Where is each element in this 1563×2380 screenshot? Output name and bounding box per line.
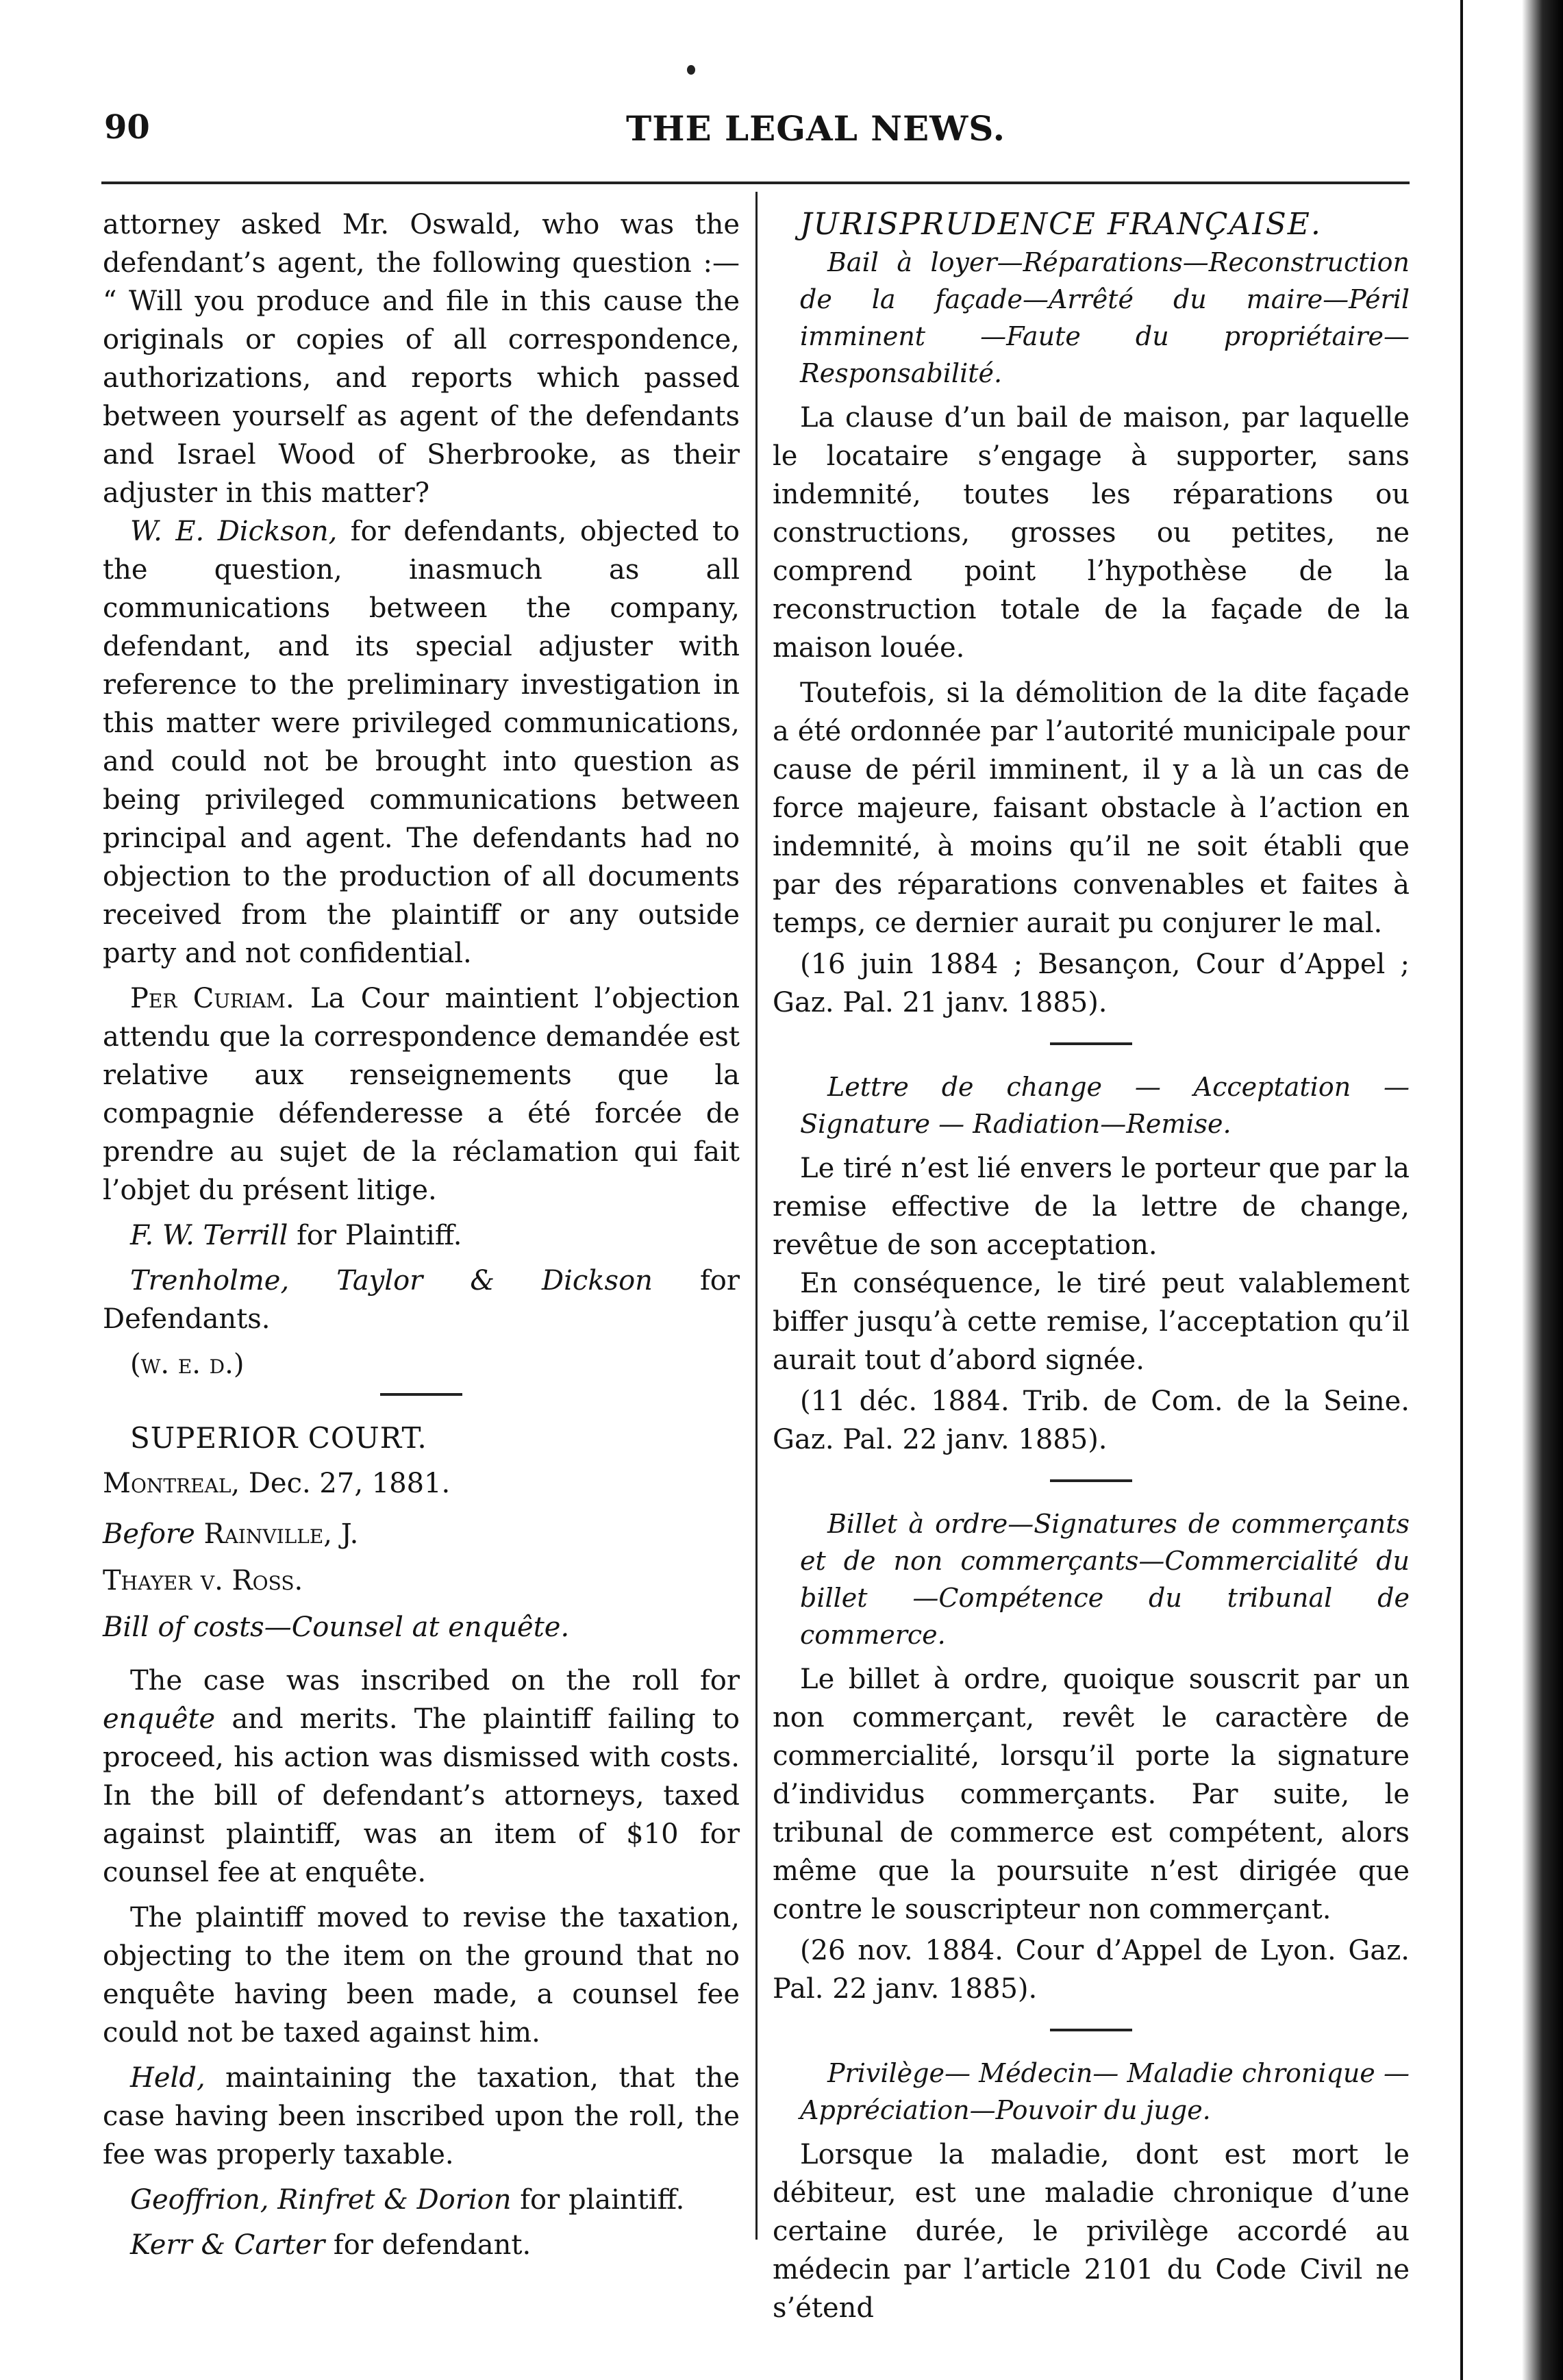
case-name: Thayer v. Ross. (103, 1565, 303, 1596)
before-label: Before (103, 1518, 195, 1550)
paragraph (103, 979, 740, 1210)
separator-rule (1050, 2029, 1132, 2031)
ink-speck (687, 65, 695, 75)
reporter-initials: (w. e. d.) (130, 1349, 245, 1380)
attorney-name: F. W. Terrill (130, 1220, 288, 1251)
paragraph: attorney asked Mr. Oswald, who was the defendant’s agent, the following question :— “ Will you produce and file in this cause the originals or copies of all correspondence, authorizations, and reports which passed between yourself as agent of the defendants and Israel Wood of Sherbrooke, as their adjuster in this matter? (103, 209, 740, 509)
judge-name: Rainville, J. (195, 1518, 359, 1550)
attorney-line (103, 2226, 740, 2264)
paragraph: Le billet à ordre, quoique souscrit par un non commerçant, revêt le caractère de commercialité, lorsqu’il porte la signature d’individus commerçants. Par suite, le tribunal de commerce est compétent, alors même que la poursuite n’est dirigée que contre le souscripteur non commerçant. (773, 1664, 1410, 1925)
section-title: JURISPRUDENCE FRANÇAISE. (800, 207, 1322, 242)
paragraph-text: maintaining the taxation, that the case having been inscribed upon the roll, the fee was properly taxable. (103, 2062, 740, 2170)
date: Dec. 27, 1881. (240, 1468, 451, 1499)
court-heading: SUPERIOR COURT. (130, 1421, 427, 1455)
paragraph: En conséquence, le tiré peut valablement biffer jusqu’à cette remise, l’acceptation qu’il aurait tout d’abord signée. (773, 1268, 1410, 1376)
paragraph-text: for defendants, objected to the question, inasmuch as all communications between the company, defendant, and its special adjuster with reference to the preliminary investigation in this matter were privileged communications, and could not be brought into question as being privileged communications between principal and agent. The defendants had no objection to the production of all documents received from the plaintiff or any outside party and not confidential. (103, 516, 740, 969)
counsel-name: W. E. Dickson, (130, 516, 338, 547)
page-number: 90 (104, 108, 150, 147)
attorney-role: for Defendants. (103, 1265, 740, 1335)
attorney-line (103, 2181, 740, 2219)
attorney-name: Geoffrion, Rinfret & Dorion (130, 2184, 512, 2216)
separator-rule (1050, 1479, 1132, 1482)
citation: (16 juin 1884 ; Besançon, Cour d’Appel ; Gaz. Pal. 21 janv. 1885). (773, 949, 1410, 1018)
separator-rule (380, 1393, 462, 1396)
citation: (26 nov. 1884. Cour d’Appel de Lyon. Gaz. Pal. 22 janv. 1885). (773, 1935, 1410, 2005)
attorney-line (103, 1216, 740, 1255)
case-headnote: Privilège— Médecin— Maladie chronique —Appréciation—Pouvoir du juge. (800, 2058, 1410, 2125)
before-judge (103, 1515, 740, 1553)
italic-term: enquête (103, 1703, 216, 1735)
per-curiam: Per Curiam. (130, 983, 295, 1014)
right-column (773, 205, 1410, 2327)
paragraph (103, 1662, 740, 1892)
attorney-role: for Plaintiff. (288, 1220, 462, 1251)
column-divider (755, 192, 758, 2240)
paragraph: Lorsque la maladie, dont est mort le débiteur, est une maladie chronique d’une certaine durée, le privilège accordé au médecin par l’article 2101 du Code Civil ne s’étend (773, 2139, 1410, 2324)
paragraph-text: La Cour maintient l’objection attendu que la correspondence demandée est relative aux renseignements que la compagnie défenderesse a été forcée de prendre au sujet de la réclamation qui fait l’objet du présent litige. (103, 983, 740, 1206)
attorney-role: for defendant. (325, 2229, 532, 2261)
case-headnote: Billet à ordre—Signatures de commerçants et de non commerçants—Commercialité du billet —Compétence du tribunal de commerce. (800, 1509, 1410, 1650)
case-headnote: Lettre de change — Acceptation — Signature — Radiation—Remise. (800, 1072, 1410, 1139)
paragraph: Toutefois, si la démolition de la dite façade a été ordonnée par l’autorité municipale pour cause de péril imminent, il y a là un cas de force majeure, faisant obstacle à l’action en indemnité, à moins qu’il ne soit établi que par des réparations convenables et faites à temps, ce dernier aurait pu conjurer le mal. (773, 677, 1410, 939)
paragraph: La clause d’un bail de maison, par laquelle le locataire s’engage à supporter, sans indemnité, toutes les réparations ou constructions, grosses ou petites, ne comprend point l’hypothèse de la reconstruction totale de la façade de la maison louée. (773, 402, 1410, 664)
paragraph (103, 512, 740, 973)
held-label: Held, (130, 2062, 205, 2094)
attorney-name: Kerr & Carter (130, 2229, 325, 2261)
running-title: THE LEGAL NEWS. (626, 108, 1005, 149)
paragraph-text: and merits. The plaintiff failing to proceed, his action was dismissed with costs. In the bill of defendant’s attorneys, taxed against plaintiff, was an item of $10 for counsel fee at enquête. (103, 1703, 740, 1888)
place: Montreal, (103, 1468, 240, 1499)
page-edge-line (1460, 0, 1463, 2380)
paragraph-text: The case was inscribed on the roll for (130, 1665, 740, 1696)
left-column (103, 205, 740, 2264)
paragraph: The plaintiff moved to revise the taxation, objecting to the item on the ground that no enquête having been made, a counsel fee could not be taxed against him. (103, 1902, 740, 2049)
attorney-line (103, 1262, 740, 1338)
citation: (11 déc. 1884. Trib. de Com. de la Seine. Gaz. Pal. 22 janv. 1885). (773, 1386, 1410, 1455)
paragraph: Le tiré n’est lié envers le porteur que par la remise effective de la lettre de change, revêtue de son acceptation. (773, 1153, 1410, 1261)
case-headnote: Bail à loyer—Réparations—Reconstruction de la façade—Arrêté du maire—Péril imminent —Faute du propriétaire—Responsabilité. (800, 247, 1410, 388)
attorney-name: Trenholme, Taylor & Dickson (130, 1265, 653, 1297)
paragraph (103, 2059, 740, 2174)
header-rule (101, 181, 1410, 184)
dateline (103, 1464, 740, 1503)
scan-edge-shadow (1522, 0, 1563, 2380)
separator-rule (1050, 1042, 1132, 1045)
case-headnote: Bill of costs—Counsel at enquête. (103, 1612, 570, 1643)
attorney-role: for plaintiff. (511, 2184, 685, 2216)
